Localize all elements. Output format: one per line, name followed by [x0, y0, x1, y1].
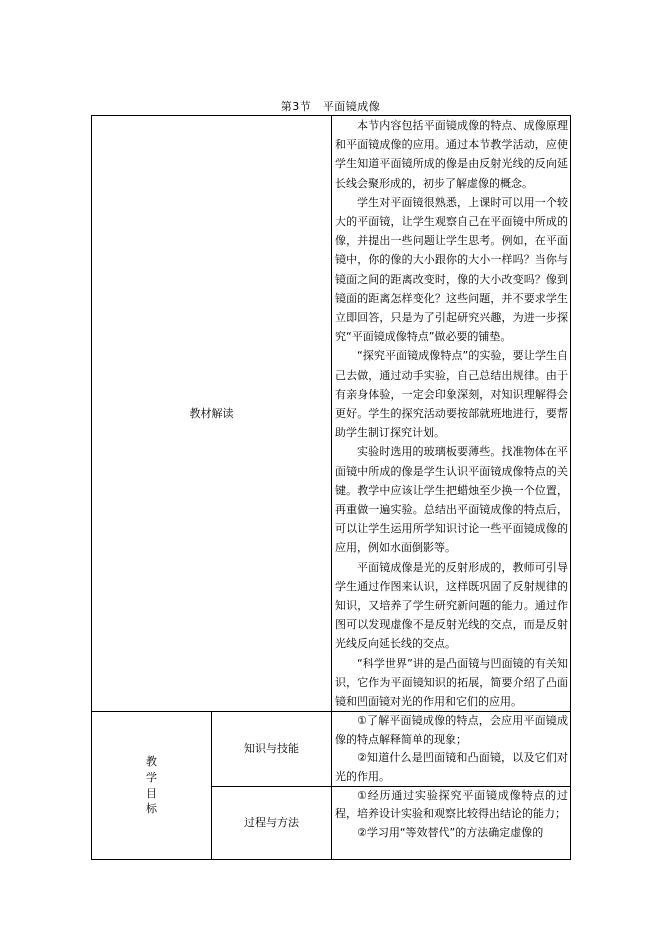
textbook-analysis-label: 教材解读	[92, 116, 332, 712]
objectives-char: 学	[146, 771, 157, 785]
textbook-analysis-row	[92, 116, 571, 712]
analysis-paragraph: 学生对平面镜很熟悉，上课时可以用一个较大的平面镜，让学生观察自己在平面镜中所成的像，并提出一些问题让学生思考。例如，在平面镜中，你的像的大小跟你的大小一样吗？当你与镜面之间的距离改变时，像的大小改变吗？像到镜面的距离怎样变化？这些问题，并不要求学生立即回答，只是为了引起研究兴趣，为进一步探究“平面镜成像特点”做必要的铺垫。	[335, 195, 568, 344]
process-methods-content	[332, 786, 571, 859]
objective-item: ①经历通过实验探究平面镜成像特点的过程，培养设计实验和观察比较得出结论的能力；	[335, 788, 568, 821]
lesson-plan-table	[91, 115, 571, 860]
knowledge-skills-content	[332, 712, 571, 787]
objectives-char: 教	[146, 755, 157, 769]
analysis-paragraph: “探究平面镜成像特点”的实验，要让学生自己去做，通过动手实验，自己总结出规律。由于有亲身体验，一定会印象深刻，对知识理解得会更好。学生的探究活动要按部就班地进行，要帮助学生制订探究计划。	[335, 349, 568, 440]
objective-item: ②知道什么是凹面镜和凸面镜，以及它们对光的作用。	[335, 751, 568, 783]
analysis-paragraph: 本节内容包括平面镜成像的特点、成像原理和平面镜成像的应用。通过本节教学活动，应使学生知道平面镜所成的像是由反射光线的反向延长线会聚形成的，初步了解虚像的概念。	[335, 119, 568, 190]
process-methods-label: 过程与方法	[212, 786, 332, 859]
objective-item: ①了解平面镜成像的特点，会应用平面镜成像的特点解释简单的现象；	[335, 714, 568, 746]
objective-item: ②学习用“等效替代”的方法确定虚像的	[357, 825, 544, 839]
objectives-char: 目	[146, 786, 157, 800]
analysis-paragraph: 平面镜成像是光的反射形成的，教师可引导学生通过作图来认识，这样既巩固了反射规律的知识，又培养了学生研究新问题的能力。通过作图可以发现虚像不是反射光线的交点，而是反射光线反向延长线的交点。	[335, 560, 568, 651]
analysis-paragraph: “科学世界”讲的是凸面镜与凹面镜的有关知识，它作为平面镜知识的拓展，简要介绍了凸面镜和凹面镜对光的作用和它们的应用。	[335, 656, 568, 709]
textbook-analysis-content	[332, 116, 571, 712]
section-title: 第3节 平面镜成像	[280, 100, 381, 113]
objectives-char: 标	[146, 802, 157, 816]
analysis-paragraph: 实验时选用的玻璃板要薄些。找准物体在平面镜中所成的像是学生认识平面镜成像特点的关键。教学中应该让学生把蜡烛至少换一个位置，再重做一遍实验。总结出平面镜成像的特点后，可以让学生运用所学知识讨论一些平面镜成像的应用，例如水面倒影等。	[335, 445, 568, 555]
teaching-objectives-label	[92, 712, 212, 860]
knowledge-skills-label: 知识与技能	[212, 712, 332, 787]
knowledge-skills-row	[92, 712, 571, 787]
